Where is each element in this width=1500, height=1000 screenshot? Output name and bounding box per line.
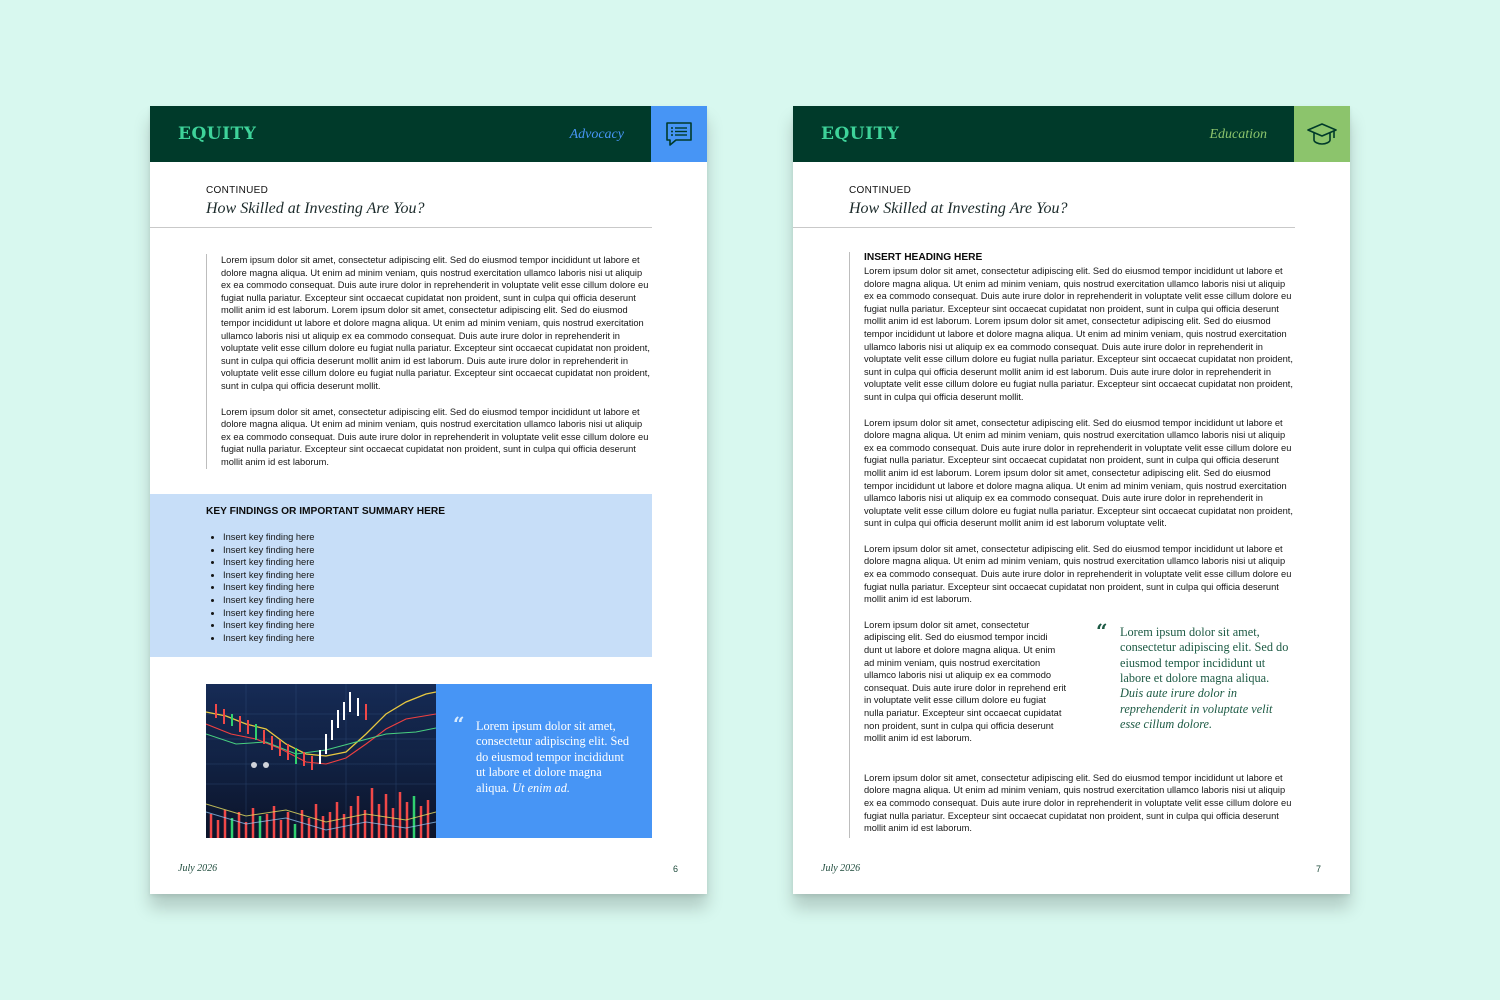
- key-finding-item: • Insert key finding here: [223, 531, 314, 544]
- key-finding-item: • Insert key finding here: [223, 544, 314, 557]
- key-findings-list: [206, 531, 314, 644]
- body-column: [849, 252, 1294, 838]
- footer-date: July 2026: [821, 863, 861, 874]
- stock-chart-photo: [206, 684, 436, 838]
- body-paragraph: Lorem ipsum dolor sit amet, consectetur adipiscing elit. Sed do eiusmod tempor incididunt ut labore et dolore magna aliqua. Ut enim ad minim veniam, quis nostrud exercitation ullamco laboris nisi ut aliquip ex ea commodo consequat. Duis aute irure dolor in reprehenderit in voluptate velit esse cillum dolore eu fugiat nulla pariatur. Excepteur sint occaecat cupidatat non proident, sunt in culpa qui officia deserunt mollit anim id est laborum.: [221, 406, 649, 467]
- key-finding-item: • Insert key finding here: [223, 581, 314, 594]
- page-header: [150, 106, 707, 162]
- key-finding-item: • Insert key finding here: [223, 569, 314, 582]
- quote-mark-icon: “: [453, 712, 465, 736]
- body-column: [206, 254, 651, 469]
- title-divider: [793, 227, 1295, 228]
- continued-label: CONTINUED: [206, 185, 269, 196]
- body-paragraph: Lorem ipsum dolor sit amet, consectetur adipiscing elit. Sed do eiusmod tempor incididunt ut labore et dolore magna aliqua. Ut enim ad minim veniam, quis nostrud exercitation ullamco laboris nisi ut aliquip ex ea commodo consequat. Duis aute irure dolor in reprehenderit in voluptate velit esse cillum dolore eu fugiat nulla pariatur. Excepteur sint occaecat cupidatat non proident, sunt in culpa qui officia deserunt mollit anim id est laborum. Lorem ipsum dolor sit amet, consectetur adipiscing elit. Sed do eiusmod tempor incididunt ut labore et dolore magna aliqua. Ut enim ad minim veniam, quis nostrud exercitation ullamco laboris nisi ut aliquip ex ea commodo consequat. Duis aute irure dolor in reprehenderit in voluptate velit esse cillum dolore eu fugiat nulla pariatur. Excepteur sint occaecat cupidatat non proident, sunt in culpa qui officia deserunt mollit anim id est laborum. Duis aute irure dolor in reprehenderit in voluptate velit esse cillum dolore eu fugiat nulla pariatur. Excepteur sint occaecat cupidatat non proident, sunt in culpa qui officia deserunt mollit.: [221, 255, 650, 391]
- speech-bubble-list-icon: [665, 121, 693, 147]
- section-label: Advocacy: [569, 127, 624, 142]
- page-number: 6: [672, 864, 678, 874]
- key-finding-item: • Insert key finding here: [223, 619, 314, 632]
- pull-quote-italic: Ut enim ad.: [512, 780, 570, 795]
- key-findings-box: [150, 494, 652, 657]
- pull-quote: [1120, 625, 1294, 733]
- key-finding-item: • Insert key finding here: [223, 632, 314, 645]
- pull-quote-text: Lorem ipsum dolor sit amet, consectetur adipiscing elit. Sed do eiusmod tempor incididunt ut labore et dolore magna aliqua.: [476, 719, 629, 795]
- body-paragraph: Lorem ipsum dolor sit amet, consectetur adipiscing elit. Sed do eiusmod tempor incididunt ut labore et dolore magna aliqua. Ut enim ad minim veniam, quis nostrud exercitation ullamco laboris nisi ut aliquip ex ea commodo consequat. Duis aute irure dolor in reprehenderit in voluptate velit esse cillum dolore eu fugiat nulla pariatur. Excepteur sint occaecat cupidatat non proident, sunt in culpa qui officia deserunt mollit anim id est laborum.: [864, 772, 1292, 834]
- page-6: [150, 106, 707, 894]
- pull-quote-text: Lorem ipsum dolor sit amet, consectetur adipiscing elit. Sed do eiusmod tempor incididunt ut labore et dolore magna aliqua.: [1120, 624, 1289, 686]
- pull-quote-box: [436, 684, 652, 838]
- stock-chart-illustration: [206, 684, 436, 838]
- title-divider: [150, 227, 652, 228]
- brand-logo: EQUITY: [821, 124, 900, 144]
- footer-date: July 2026: [178, 863, 218, 874]
- narrow-paragraph: Lorem ipsum dolor sit amet, consectetur adipiscing elit. Sed do eiusmod tempor incidi dunt ut labore et dolore magna aliqua. Ut enim ad minim veniam, quis nostrud exercitation ullamco laboris nisi ut aliquip ex ea commodo consequat. Duis aute irure dolor in reprehend erit in voluptate velit esse cillum dolore eu fugiat nulla pariatur. Excepteur sint occaecat cupidatat non proident, sunt in culpa qui officia deserunt mollit anim id est laborum.: [864, 619, 1067, 744]
- page-number: 7: [1315, 864, 1321, 874]
- brand-logo: EQUITY: [178, 124, 257, 144]
- insert-heading: INSERT HEADING HERE: [864, 252, 983, 263]
- key-findings-heading: KEY FINDINGS OR IMPORTANT SUMMARY HERE: [206, 506, 446, 517]
- quote-mark-icon: “: [1096, 618, 1108, 643]
- body-paragraph: Lorem ipsum dolor sit amet, consectetur adipiscing elit. Sed do eiusmod tempor incididunt ut labore et dolore magna aliqua. Ut enim ad minim veniam, quis nostrud exercitation ullamco laboris nisi ut aliquip ex ea commodo consequat. Duis aute irure dolor in reprehenderit in voluptate velit esse cillum dolore eu fugiat nulla pariatur. Excepteur sint occaecat cupidatat non proident, sunt in culpa qui officia deserunt mollit anim id est laborum. Lorem ipsum dolor sit amet, consectetur adipiscing elit. Sed do eiusmod tempor incididunt ut labore et dolore magna aliqua. Ut enim ad minim veniam, quis nostrud exercitation ullamco laboris nisi ut aliquip ex ea commodo consequat. Duis aute irure dolor in reprehenderit in voluptate velit esse cillum dolore eu fugiat nulla pariatur. Excepteur sint occaecat cupidatat non proident, sunt in culpa qui officia deserunt mollit anim id est laborum voluptate velit.: [864, 417, 1293, 529]
- key-finding-item: • Insert key finding here: [223, 594, 314, 607]
- two-column-section: [864, 619, 1294, 759]
- section-icon-box: [651, 106, 707, 162]
- graduation-cap-icon: [1306, 121, 1338, 147]
- continued-label: CONTINUED: [849, 185, 912, 196]
- page-header: [793, 106, 1350, 162]
- page-7: [793, 106, 1350, 894]
- article-title: How Skilled at Investing Are You?: [849, 200, 1068, 217]
- key-finding-item: • Insert key finding here: [223, 607, 314, 620]
- body-paragraph: Lorem ipsum dolor sit amet, consectetur adipiscing elit. Sed do eiusmod tempor incididunt ut labore et dolore magna aliqua. Ut enim ad minim veniam, quis nostrud exercitation ullamco laboris nisi ut aliquip ex ea commodo consequat. Duis aute irure dolor in reprehenderit in voluptate velit esse cillum dolore eu fugiat nulla pariatur. Excepteur sint occaecat cupidatat non proident, sunt in culpa qui officia deserunt mollit anim id est laborum.: [864, 543, 1292, 605]
- body-paragraph: Lorem ipsum dolor sit amet, consectetur adipiscing elit. Sed do eiusmod tempor incididunt ut labore et dolore magna aliqua. Ut enim ad minim veniam, quis nostrud exercitation ullamco laboris nisi ut aliquip ex ea commodo consequat. Duis aute irure dolor in reprehenderit in voluptate velit esse cillum dolore eu fugiat nulla pariatur. Excepteur sint occaecat cupidatat non proident, sunt in culpa qui officia deserunt mollit anim id est laborum. Lorem ipsum dolor sit amet, consectetur adipiscing elit. Sed do eiusmod tempor incididunt ut labore et dolore magna aliqua. Ut enim ad minim veniam, quis nostrud exercitation ullamco laboris nisi ut aliquip ex ea commodo consequat. Duis aute irure dolor in reprehenderit in voluptate velit esse cillum dolore eu fugiat nulla pariatur. Excepteur sint occaecat cupidatat non proident, sunt in culpa qui officia deserunt mollit anim id est laborum. Duis aute irure dolor in reprehenderit in voluptate velit esse cillum dolore eu fugiat nulla pariatur. Excepteur sint occaecat cupidatat non proident, sunt in culpa qui officia deserunt mollit.: [864, 266, 1293, 402]
- pull-quote: [476, 719, 636, 796]
- article-title: How Skilled at Investing Are You?: [206, 200, 425, 217]
- pull-quote-italic: Duis aute irure dolor in reprehenderit in voluptate velit esse cillum dolore.: [1120, 686, 1273, 732]
- key-finding-item: • Insert key finding here: [223, 556, 314, 569]
- section-icon-box: [1294, 106, 1350, 162]
- section-label: Education: [1209, 127, 1267, 142]
